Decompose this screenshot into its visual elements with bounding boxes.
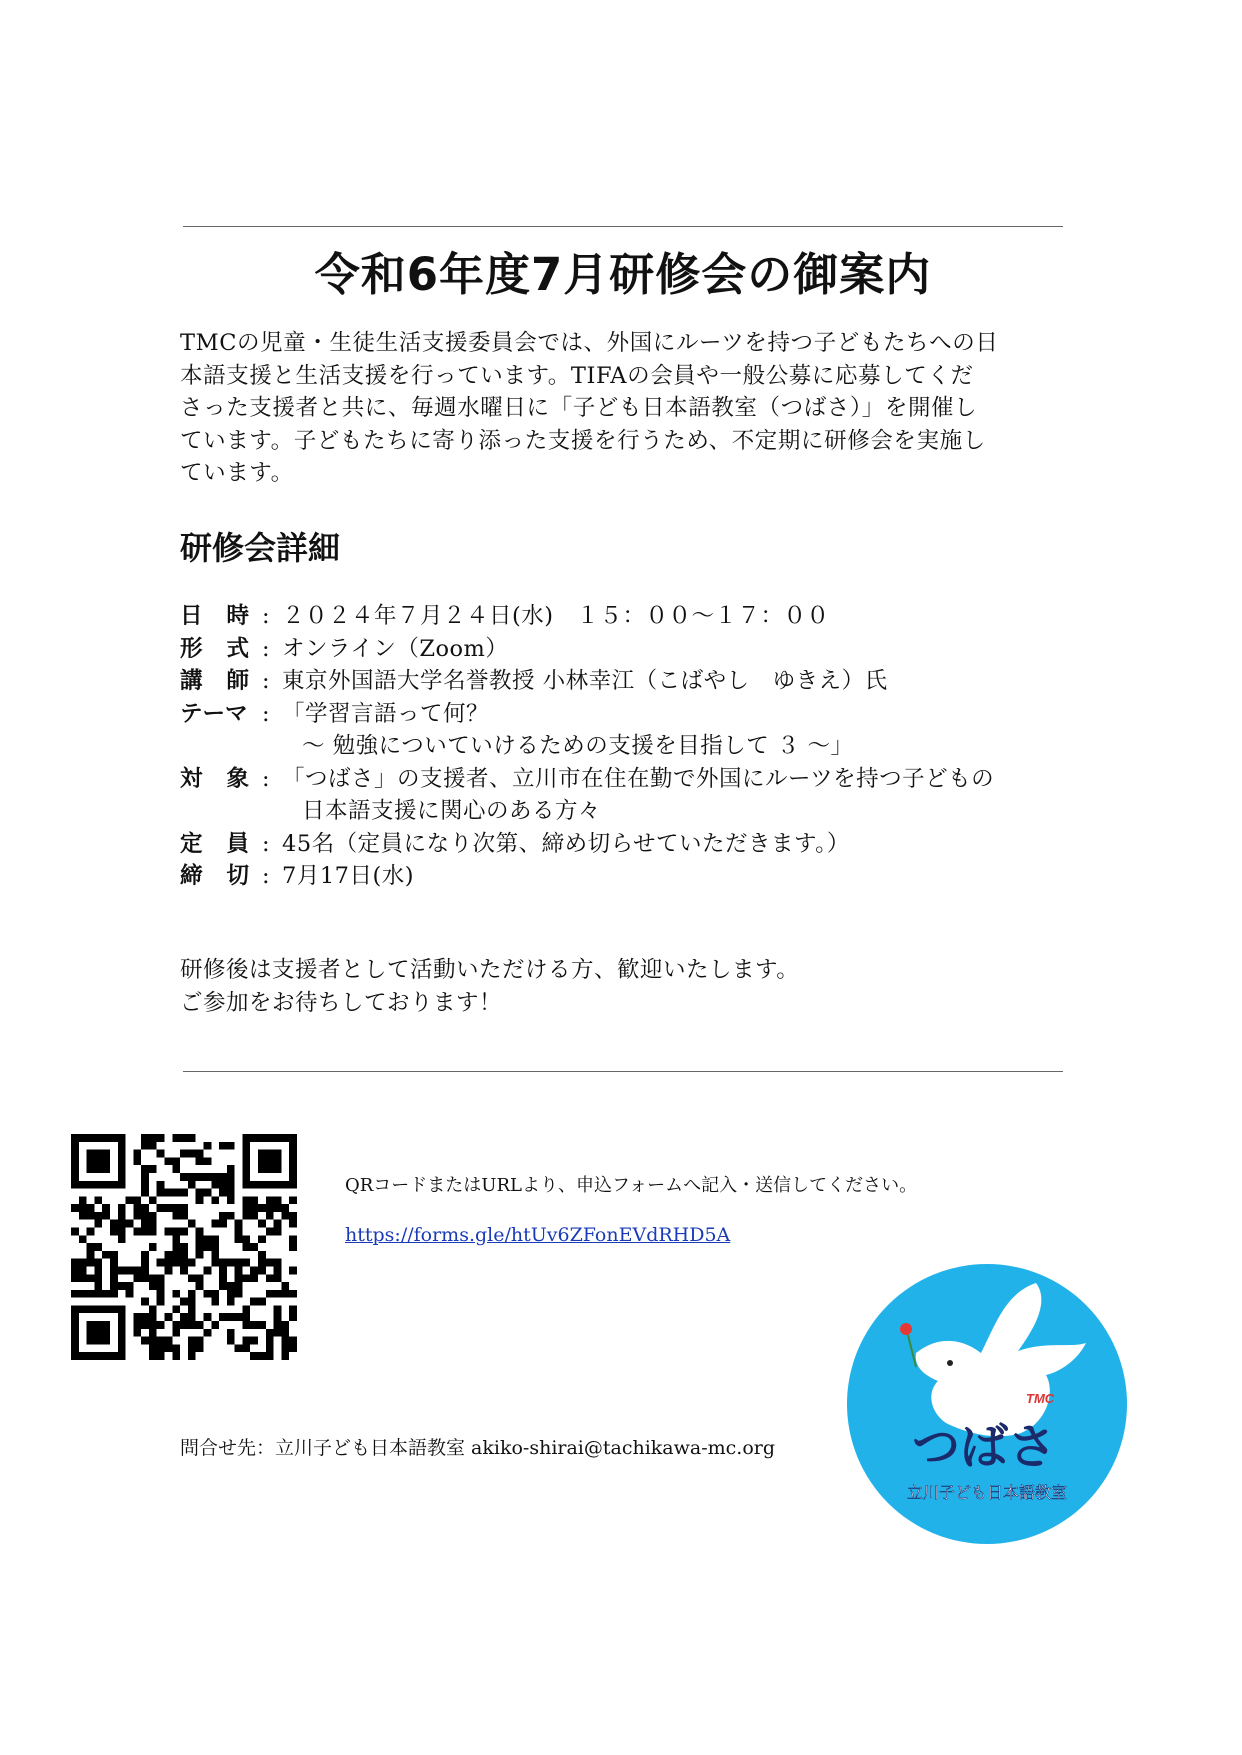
qr-code-icon[interactable] bbox=[71, 1134, 297, 1360]
detail-date bbox=[180, 600, 1080, 633]
target-value-continued: 日本語支援に関心のある方々 bbox=[302, 798, 602, 824]
label-char: 時 bbox=[226, 603, 250, 629]
logo-brand-name: つばさ bbox=[911, 1419, 1057, 1475]
lecturer-value: 東京外国語大学名誉教授 小林幸江（こばやし ゆきえ）氏 bbox=[282, 668, 888, 694]
detail-format bbox=[180, 633, 1080, 666]
date-value: ２０２４年７月２４日(水) １５：００～１７：００ bbox=[282, 603, 830, 629]
label-char: 定 bbox=[180, 830, 203, 857]
colon: : bbox=[262, 700, 270, 727]
closing-line: 研修後は支援者として活動いただける方、歓迎いたします。 bbox=[180, 957, 800, 983]
detail-capacity bbox=[180, 828, 1080, 861]
detail-target bbox=[180, 763, 1080, 796]
label-char: 締 bbox=[180, 863, 203, 889]
colon: : bbox=[262, 635, 270, 662]
logo-brand-small: TMC bbox=[1026, 1391, 1055, 1406]
closing-line: ご参加をお待ちしております！ bbox=[180, 989, 503, 1016]
closing-message bbox=[180, 954, 799, 1019]
detail-theme bbox=[180, 698, 1080, 731]
label-char: 対 bbox=[180, 765, 203, 792]
detail-lecturer bbox=[180, 665, 1080, 698]
form-url-link[interactable]: https://forms.gle/htUv6ZFonEVdRHD5A bbox=[345, 1224, 731, 1246]
target-value: 「つばさ」の支援者、立川市在住在勤で外国にルーツを持つ子どもの bbox=[282, 765, 995, 792]
label-char: 講 bbox=[180, 668, 203, 694]
format-value: オンライン（Zoom） bbox=[282, 635, 509, 662]
detail-deadline bbox=[180, 860, 1080, 893]
colon: : bbox=[262, 603, 270, 629]
bottom-divider bbox=[183, 1071, 1063, 1072]
capacity-value: 45名（定員になり次第、締め切らせていただきます。） bbox=[282, 830, 850, 857]
label-char: 日 bbox=[180, 603, 203, 629]
label-char: 員 bbox=[226, 830, 250, 857]
label-char: 切 bbox=[226, 863, 250, 889]
label-char: 形 bbox=[180, 635, 203, 662]
details-list bbox=[180, 600, 1080, 893]
theme-value-continued: ～ 勉強についていけるための支援を目指して ３ ～」 bbox=[302, 733, 854, 759]
intro-line: TMCの児童・生徒生活支援委員会では、外国にルーツを持つ子どもたちへの日 bbox=[180, 330, 999, 356]
colon: : bbox=[262, 863, 270, 889]
label-char: 象 bbox=[226, 765, 250, 792]
colon: : bbox=[262, 830, 270, 857]
label-char: 式 bbox=[226, 635, 250, 662]
contact-info: 問合せ先：立川子ども日本語教室 akiko-shirai@tachikawa-mc.org bbox=[180, 1437, 776, 1459]
theme-value: 「学習言語って何？ bbox=[282, 700, 490, 727]
tsubasa-logo bbox=[846, 1263, 1128, 1545]
colon: : bbox=[262, 765, 270, 792]
deadline-value: 7月17日(水) bbox=[282, 863, 415, 889]
logo-org-name: 立川子ども日本語教室 bbox=[906, 1483, 1068, 1502]
colon: : bbox=[262, 668, 270, 694]
intro-line: 本語支援と生活支援を行っています。TIFAの会員や一般公募に応募してくだ bbox=[180, 362, 974, 389]
intro-line: さった支援者と共に、毎週水曜日に「子ども日本語教室（つばさ）」を開催し bbox=[180, 395, 978, 421]
theme-label: テーマ bbox=[180, 700, 248, 727]
intro-line: ています。 bbox=[180, 460, 294, 486]
intro-paragraph bbox=[180, 327, 1070, 490]
top-divider bbox=[183, 226, 1063, 227]
qr-instruction: QRコードまたはURLより、申込フォームへ記入・送信してください。 bbox=[345, 1175, 918, 1196]
section-heading: 研修会詳細 bbox=[180, 529, 341, 567]
page-title: 令和6年度7月研修会の御案内 bbox=[314, 248, 932, 301]
label-char: 師 bbox=[226, 668, 250, 694]
intro-line: ています。子どもたちに寄り添った支援を行うため、不定期に研修会を実施し bbox=[180, 427, 986, 454]
